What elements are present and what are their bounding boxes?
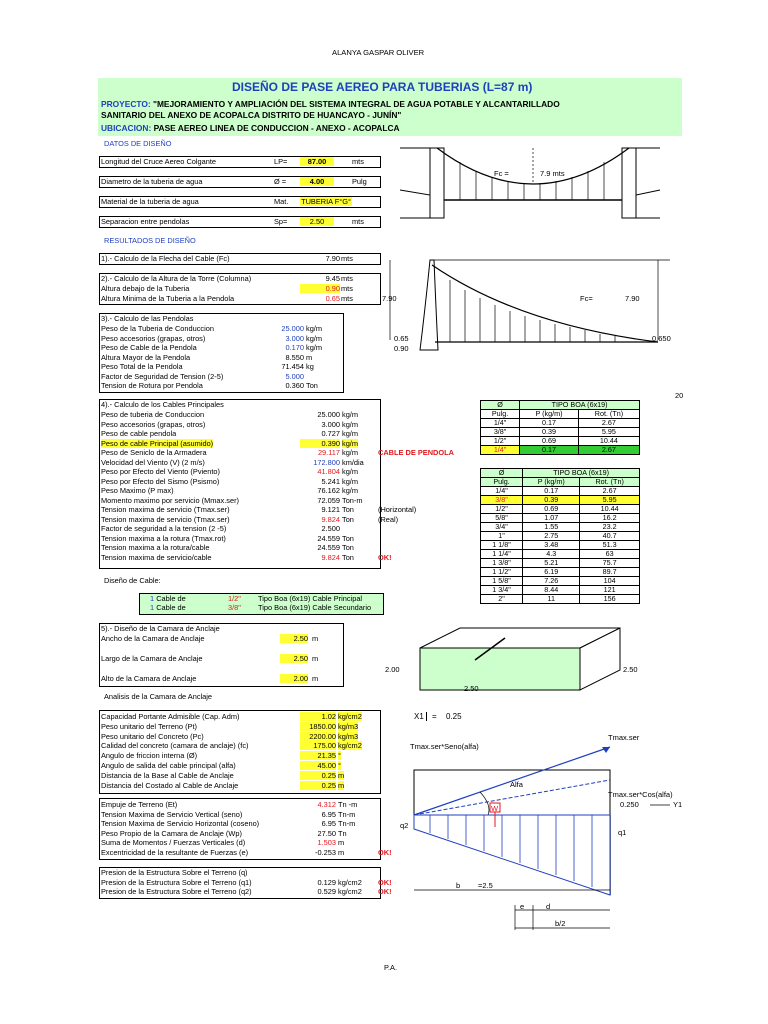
row-unit: Ton (342, 514, 354, 524)
table-cell: 3.48 (523, 541, 580, 550)
row-value: 27.50 (317, 828, 336, 838)
datos-value-field[interactable]: 2.50 (300, 217, 334, 226)
row-value-field[interactable]: 175.00 (300, 741, 336, 750)
table-cell: 1 5/8" (481, 577, 523, 586)
s2-label: Altura Minima de la Tuberia a la Pendola (101, 294, 235, 303)
datos-heading: DATOS DE DISEÑO (104, 139, 172, 148)
row-value: 5.241 (321, 476, 340, 486)
table-cell: 0.39 (520, 428, 579, 437)
row-value: 72.059 (317, 495, 340, 505)
row-label: Capacidad Portante Admisible (Cap. Adm) (101, 712, 240, 721)
row-unit: Ton (342, 543, 354, 552)
s2-unit: mts (341, 294, 353, 303)
box-length-label: 2.50 (464, 684, 479, 693)
row-value: 3.000 (285, 333, 304, 343)
s5-value-field[interactable]: 2.00 (280, 674, 308, 683)
row-label: Factor de seguridad a la tension (2 -5) (101, 524, 227, 533)
cable-count: 1 (150, 603, 155, 612)
row-unit: kg/m (342, 448, 359, 457)
table-cell: 1/2" (481, 505, 523, 514)
tmax-label: Tmax.ser (608, 735, 640, 742)
ubicacion-label: UBICACION: (101, 123, 152, 133)
cable-table-small (480, 400, 640, 455)
row-value: 41.804 (317, 467, 340, 476)
row-value: 0.170 (285, 343, 304, 352)
alfa-label: Alfa (510, 780, 523, 789)
table-cell: 0.69 (520, 437, 579, 446)
table-cell: 121 (580, 586, 640, 595)
row-label: Velocidad del Viento (V) (2 m/s) (101, 457, 205, 467)
y1-label: Y1 (673, 800, 683, 809)
row-unit: kg/m (306, 333, 323, 343)
table-cell: 1" (481, 532, 523, 541)
s3-title: 3).- Calculo de las Pendolas (101, 314, 194, 323)
row-note: OK! (378, 877, 392, 887)
table-cell: 3/8" (481, 428, 520, 437)
s5-unit: m (312, 674, 319, 683)
row-value: 76.162 (317, 486, 340, 495)
s4-title: 4).- Calculo de los Cables Principales (101, 400, 224, 409)
x1-label: X1 (414, 712, 427, 721)
cable-desc: Tipo Boa (6x19) Cable Principal (258, 594, 363, 603)
row-value: 0.360 (285, 381, 304, 390)
row-unit: kg/m3 (338, 731, 359, 741)
s2-value: 0.65 (325, 294, 340, 303)
d2-left-height: 7.90 (382, 294, 397, 303)
row-note: CABLE DE PENDOLA (378, 448, 454, 457)
row-value-field[interactable]: 1850.00 (300, 722, 336, 731)
row-label: Peso de tuberia de Conduccion (101, 410, 205, 419)
row-unit: kg/m (306, 324, 323, 333)
table-cell: 1.55 (523, 523, 580, 532)
row-value-field[interactable]: 0.390 (300, 439, 340, 448)
datos-label: Diametro de la tuberia de agua (101, 177, 203, 186)
s2-label: Altura debajo de la Tuberia (101, 284, 190, 293)
row-label: Peso Maximo (P max) (101, 486, 174, 495)
table-cell: 7.26 (523, 577, 580, 586)
row-value: 9.824 (321, 552, 340, 562)
row-label: Peso accesorios (grapas, otros) (101, 419, 206, 429)
table-cell: 1 3/4" (481, 586, 523, 595)
table-cell: 0.39 (523, 496, 580, 505)
th-weight: P (kg/m) (523, 478, 580, 487)
row-note: OK! (378, 887, 392, 896)
row-label: Peso unitario del Concreto (Pc) (101, 731, 204, 741)
row-value: 24.559 (317, 533, 340, 543)
table-cell: 16.2 (580, 514, 640, 523)
datos-label: Longitud del Cruce Aereo Colgante (101, 157, 217, 166)
row-label: Peso por Efecto del Viento (Pviento) (101, 467, 221, 476)
row-unit: Ton (306, 381, 318, 390)
row-unit: kg/m (342, 438, 359, 448)
row-unit: kg/m (342, 476, 359, 486)
row-value: 2.500 (321, 524, 340, 533)
row-label: Tension Maxima de Servicio Vertical (seno) (101, 809, 243, 819)
s5-unit: m (312, 654, 319, 663)
row-unit: m (338, 847, 345, 857)
row-unit: m (306, 352, 313, 362)
table-cell: 2.75 (523, 532, 580, 541)
row-label: Peso accesorios (grapas, otros) (101, 333, 206, 343)
row-value: 25.000 (281, 324, 304, 333)
table-cell: 10.44 (580, 505, 640, 514)
table-cell: 5.95 (578, 428, 639, 437)
row-label: Peso por Efecto del Sismo (Psismo) (101, 476, 220, 486)
d2-065: 0.65 (394, 334, 409, 343)
datos-value-field[interactable]: 87.00 (300, 157, 334, 166)
y1-value: 0.250 (620, 800, 639, 809)
s5-label: Ancho de la Camara de Anclaje (101, 634, 205, 643)
row-unit: Tn-m (338, 809, 356, 819)
th-diameter: Ø (481, 401, 520, 410)
s5-unit: m (312, 634, 319, 643)
row-unit: kg/cm2 (338, 712, 362, 721)
s5-label: Largo de la Camara de Anclaje (101, 654, 203, 663)
d2-fc-label: Fc= (580, 294, 593, 303)
page-footer: P.A. (384, 963, 398, 972)
row-value: 3.000 (321, 419, 340, 429)
b-label: b (456, 881, 461, 890)
s2-unit: mts (341, 284, 353, 293)
th-diameter: Ø (481, 469, 523, 478)
row-value: 0.727 (321, 429, 340, 438)
table-cell: 51.3 (580, 541, 640, 550)
row-label: Calidad del concreto (camara de anclaje) (fc) (101, 741, 249, 751)
row-value: -0.253 (315, 847, 336, 857)
table-row (481, 595, 640, 604)
s5-title: 5).- Diseño de la Camara de Anclaje (101, 624, 220, 633)
diseno-cable-heading: Diseño de Cable: (104, 576, 161, 585)
datos-value-field[interactable]: 4.00 (300, 177, 334, 186)
datos-symbol: Mat. (274, 197, 289, 206)
table-cell: 1/2" (481, 437, 520, 446)
datos-value-field[interactable]: TUBERIA F°G° (301, 197, 351, 206)
bridge-diagram (400, 140, 690, 235)
row-label: Peso de Cable de la Pendola (101, 343, 197, 352)
table-cell: 3/4" (481, 523, 523, 532)
selected-weight: 0.17 (520, 446, 579, 455)
s2-value-field[interactable]: 0.90 (300, 284, 340, 293)
row-label: Tension maxima a la rotura (Tmax.rot) (101, 533, 226, 543)
row-unit: kg/m (342, 419, 359, 429)
row-value: 5.000 (285, 371, 304, 381)
datos-unit: mts (352, 217, 364, 226)
row-unit: Ton-m (342, 495, 363, 505)
th-pulg: Pulg. (481, 410, 520, 419)
d-label: d (546, 902, 551, 911)
row-unit: kg/m (342, 410, 359, 419)
row-unit: m (338, 838, 345, 847)
tmax-seno-label: Tmax.ser*Seno(alfa) (410, 742, 479, 751)
s5-label: Alto de la Camara de Anclaje (101, 674, 197, 683)
row-label: Tension Maxima de Servicio Horizontal (coseno) (101, 819, 260, 828)
datos-label: Material de la tuberia de agua (101, 197, 199, 206)
row-label: Presion de la Estructura Sobre el Terreno (q1) (101, 877, 252, 887)
datos-symbol: Ø = (274, 177, 287, 186)
row-unit: Ton (342, 552, 354, 562)
row-unit: kg (306, 362, 314, 371)
row-label: Tension maxima de servicio (Tmax.ser) (101, 514, 230, 524)
row-value: 9.824 (321, 514, 340, 524)
row-unit: Ton (342, 505, 354, 514)
row-value: 25.000 (317, 410, 340, 419)
ubicacion-value: PASE AEREO LINEA DE CONDUCCION - ANEXO - ACOPALCA (153, 123, 400, 133)
row-label: Distancia de la Base al Cable de Anclaje (101, 770, 234, 780)
e-label: e (520, 902, 525, 911)
row-unit: Tn (338, 828, 347, 838)
s2-label: 2).- Calculo de la Altura de la Torre (Columna) (101, 274, 252, 283)
cable-label: Cable de (156, 603, 186, 612)
row-value: 6.95 (321, 809, 336, 819)
table-cell: 2.67 (578, 419, 639, 428)
table-cell: 89.7 (580, 568, 640, 577)
x1-eq: = (432, 712, 437, 721)
row-unit: kg/m (342, 467, 359, 476)
cable-desc: Tipo Boa (6x19) Cable Secundario (258, 603, 372, 612)
row-unit: km/dia (342, 457, 364, 467)
analisis-heading: Analisis de la Camara de Anclaje (104, 692, 213, 701)
table-cell: 1 1/4" (481, 550, 523, 559)
table-cell: 23.2 (580, 523, 640, 532)
row-label: Presion de la Estructura Sobre el Terreno (q2) (101, 887, 252, 896)
row-unit: Tn -m (338, 800, 358, 809)
th-rot: Rot. (Tn) (578, 410, 639, 419)
row-value: 6.95 (321, 819, 336, 828)
row-value-field[interactable]: 0.25 (300, 771, 336, 780)
b-value: =2.5 (478, 881, 493, 890)
row-label: Tension maxima de servicio/cable (101, 552, 212, 562)
force-diagram (380, 735, 690, 930)
cable-diameter: 3/8" (228, 603, 241, 612)
s1-value: 7.90 (325, 254, 340, 263)
row-label: Momento maximo por servicio (Mmax.ser) (101, 495, 239, 505)
row-label: Peso Total de la Pendola (101, 362, 183, 371)
row-value: 24.559 (317, 543, 340, 552)
row-value: 9.121 (321, 505, 340, 514)
row-label: Peso de la Tuberia de Conduccion (101, 324, 214, 333)
table-cell: 1 1/2" (481, 568, 523, 577)
table-cell: 1.07 (523, 514, 580, 523)
row-label: Peso Propio de la Camara de Anclaje (Wp) (101, 828, 242, 838)
row-label: Peso de Seniclo de la Armadera (101, 448, 207, 457)
row-value-field[interactable]: 0.25 (300, 781, 336, 790)
anchor-block-diagram (380, 620, 660, 695)
half-span-diagram (370, 250, 690, 365)
d2-090: 0.90 (394, 344, 409, 353)
row-unit: ° (338, 761, 341, 770)
row-value: 29.117 (317, 448, 340, 457)
row-value: 172.800 (313, 457, 340, 467)
row-label: Presion de la Estructura Sobre el Terreno (q) (101, 868, 248, 877)
tmax-cos-label: Tmax.ser*Cos(alfa) (608, 790, 673, 799)
row-unit: ° (338, 751, 341, 761)
fc-label: Fc = (494, 169, 509, 178)
row-label: Tension maxima a la rotura/cable (101, 543, 210, 552)
row-label: Tension de Rotura por Pendola (101, 381, 203, 390)
table-cell: 10.44 (578, 437, 639, 446)
datos-unit: Pulg (352, 177, 367, 186)
row-label: Distancia del Costado al Cable de Anclaje (101, 780, 239, 790)
table-cell: 0.17 (520, 419, 579, 428)
table-cell: 1 1/8" (481, 541, 523, 550)
row-note: (Horizontal) (378, 505, 417, 514)
table-cell: 3/8" (481, 496, 523, 505)
th-type: TIPO BOA (6x19) (523, 469, 640, 478)
row-value-field[interactable]: 21.35 (300, 751, 336, 760)
row-value: 1.503 (317, 838, 336, 847)
row-unit: kg/cm2 (338, 887, 362, 896)
q1-label: q1 (618, 828, 627, 837)
row-label: Angulo de friccion interna (Ø) (101, 751, 198, 761)
table-cell: 6.19 (523, 568, 580, 577)
s5-value-field[interactable]: 2.50 (280, 654, 308, 663)
row-label: Peso de cable Principal (asumido) (101, 438, 214, 448)
proyecto-line-1: "MEJORAMIENTO Y AMPLIACIÓN DEL SISTEMA INTEGRAL DE AGUA POTABLE Y ALCANTARILLADO (152, 99, 560, 109)
th-pulg: Pulg. (481, 478, 523, 487)
row-unit: kg/m (306, 343, 323, 352)
row-value: 8.550 (285, 352, 304, 362)
th-rot: Rot. (Tn) (580, 478, 640, 487)
resultados-heading: RESULTADOS DE DISEÑO (104, 236, 196, 245)
s2-value: 9.45 (325, 274, 340, 283)
table-cell: 63 (580, 550, 640, 559)
table-cell: 8.44 (523, 586, 580, 595)
cable-diameter: 1/2" (228, 594, 241, 603)
row-note: (Real) (378, 514, 399, 524)
table-cell: 11 (523, 595, 580, 604)
row-unit: kg/cm2 (338, 741, 362, 751)
cable-table-full (480, 468, 640, 604)
selected-diameter[interactable]: 1/4" (481, 446, 520, 455)
datos-symbol: LP= (274, 157, 288, 166)
table-cell: 75.7 (580, 559, 640, 568)
s1-label: 1).- Calculo de la Flecha del Cable (Fc) (101, 254, 230, 263)
row-label: Empuje de Terreno (Et) (101, 800, 178, 809)
table-cell: 1/4" (481, 419, 520, 428)
datos-label: Separacion entre pendolas (101, 217, 190, 226)
row-unit: m (338, 770, 345, 780)
table-cell: 5.21 (523, 559, 580, 568)
table-cell: 40.7 (580, 532, 640, 541)
row-label: Tension maxima de servicio (Tmax.ser) (101, 505, 230, 514)
row-label: Peso de cable pendola (101, 429, 177, 438)
s2-unit: mts (341, 274, 353, 283)
row-note: OK! (378, 552, 392, 562)
table-cell: 2" (481, 595, 523, 604)
table-cell: 0.69 (523, 505, 580, 514)
d2-right-height: 7.90 (625, 294, 640, 303)
selected-rot: 2.67 (578, 446, 639, 455)
table-cell: 1 3/8" (481, 559, 523, 568)
table-cell: 5/8" (481, 514, 523, 523)
row-label: Excentricidad de la resultante de Fuerzas (e) (101, 847, 249, 857)
d2-20: 20 (675, 391, 684, 400)
fc-value: 7.9 mts (540, 169, 565, 178)
proyecto-label: PROYECTO: (101, 99, 151, 109)
table-cell: 156 (580, 595, 640, 604)
datos-symbol: Sp= (274, 217, 288, 226)
proyecto-line-2: SANITARIO DEL ANEXO DE ACOPALCA DISTRITO DE HUANCAYO - JUNÍN" (101, 110, 402, 120)
row-value: 71.454 (281, 362, 304, 371)
row-unit: m (338, 780, 345, 790)
x1-value: 0.25 (446, 712, 462, 721)
table-cell: 4.3 (523, 550, 580, 559)
page-title: DISEÑO DE PASE AEREO PARA TUBERIAS (L=87 m) (232, 80, 533, 94)
author-name: ALANYA GASPAR OLIVER (332, 48, 425, 57)
table-cell: 2.67 (580, 487, 640, 496)
table-cell: 5.95 (580, 496, 640, 505)
row-value: 0.129 (317, 877, 336, 887)
box-width-label: 2.50 (623, 665, 638, 674)
row-unit: kg/m (342, 486, 359, 495)
th-weight: P (kg/m) (520, 410, 579, 419)
table-cell: 0.17 (523, 487, 580, 496)
box-height-label: 2.00 (385, 665, 400, 674)
row-label: Factor de Seguridad de Tension (2-5) (101, 371, 224, 381)
row-unit: kg/cm2 (338, 877, 362, 887)
row-note: OK! (378, 847, 392, 857)
q2-label: q2 (400, 821, 409, 830)
row-label: Angulo de salida del cable principal (alfa) (101, 761, 236, 770)
row-value: 4.312 (317, 800, 336, 809)
row-unit: Tn-m (338, 819, 356, 828)
row-value-field[interactable]: 1.02 (300, 712, 336, 721)
datos-unit: mts (352, 157, 364, 166)
cable-count: 1 (150, 594, 155, 603)
row-label: Peso unitario del Terreno (Pt) (101, 721, 197, 731)
row-value: 0.529 (317, 887, 336, 896)
row-value-field[interactable]: 2200.00 (300, 732, 336, 741)
row-label: Altura Mayor de la Pendola (101, 352, 191, 362)
s1-unit: mts (341, 254, 353, 263)
row-unit: kg/m3 (338, 721, 359, 731)
s5-value-field[interactable]: 2.50 (280, 634, 308, 643)
row-unit: kg/m (342, 429, 359, 438)
d2-0650: 0.650 (652, 334, 671, 343)
cable-label: Cable de (156, 594, 186, 603)
row-value-field[interactable]: 45.00 (300, 761, 336, 770)
row-unit: Ton (342, 533, 354, 543)
table-cell: 1/4" (481, 487, 523, 496)
th-type: TIPO BOA (6x19) (520, 401, 640, 410)
row-label: Suma de Momentos / Fuerzas Verticales (d) (101, 838, 246, 847)
w-label: W (491, 804, 499, 813)
b2-label: b/2 (555, 919, 566, 928)
table-cell: 104 (580, 577, 640, 586)
